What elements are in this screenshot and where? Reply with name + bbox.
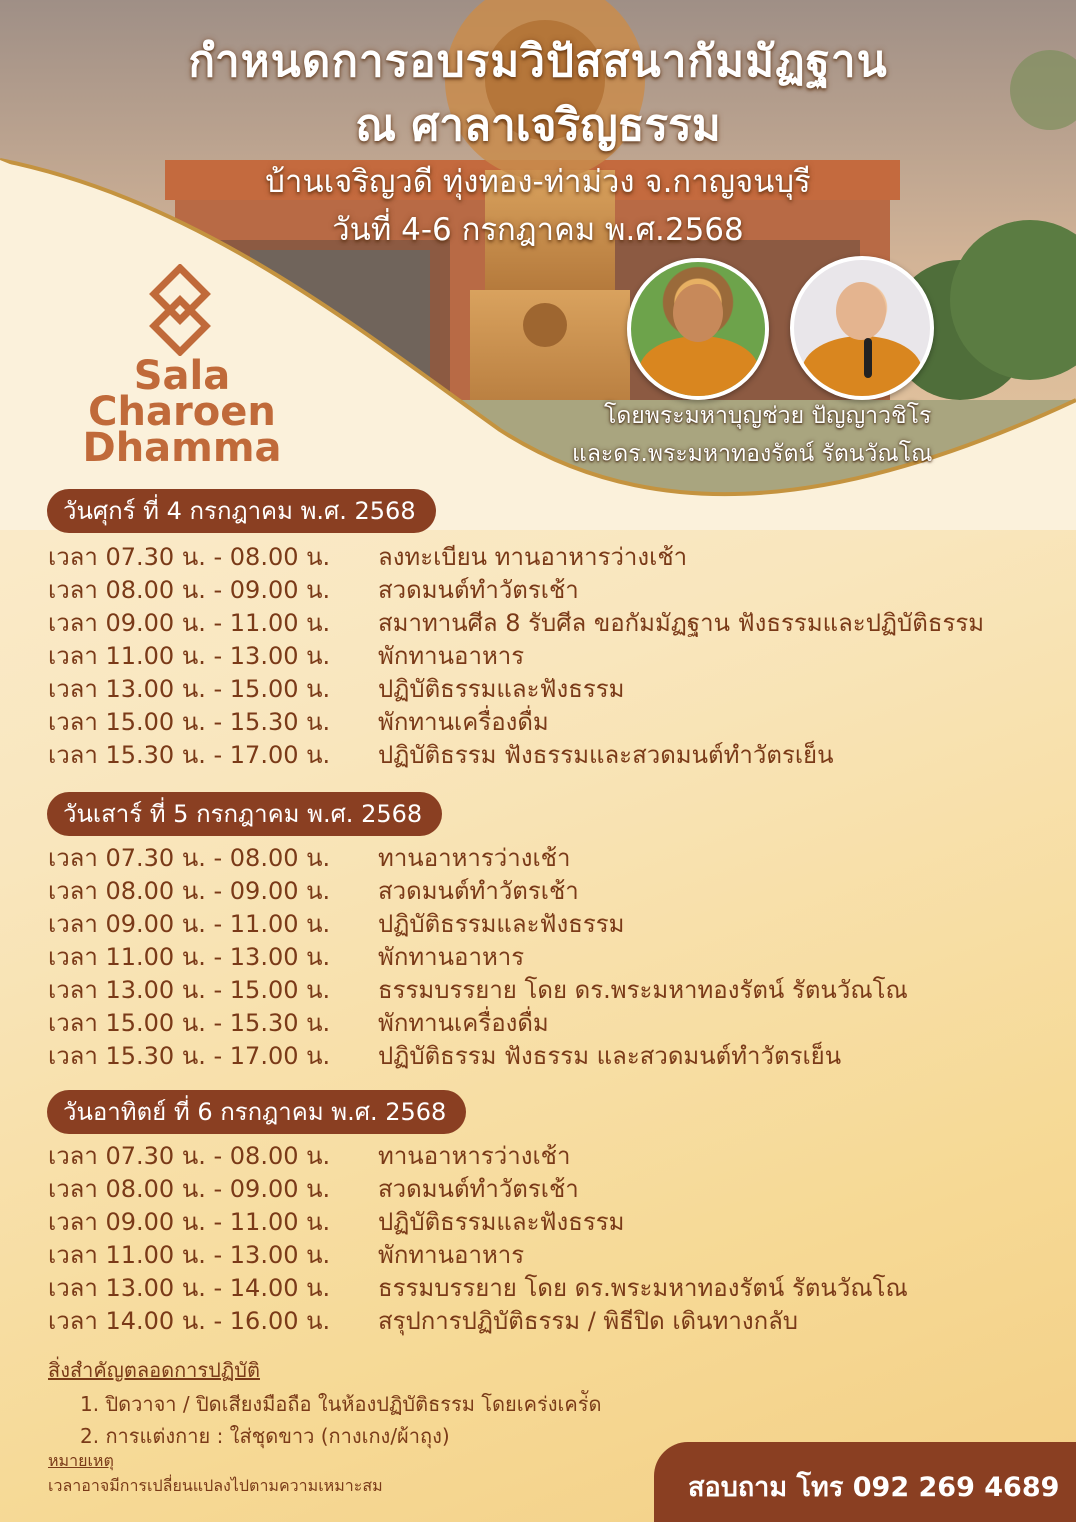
row-time: เวลา 11.00 น. - 13.00 น. — [48, 642, 331, 670]
remark-title: หมายเหตุ — [48, 1451, 114, 1470]
row-activity: สวดมนต์ทำวัตรเช้า — [378, 877, 579, 905]
row-time: เวลา 08.00 น. - 09.00 น. — [48, 576, 331, 604]
row-time: เวลา 15.30 น. - 17.00 น. — [48, 1042, 331, 1070]
row-activity: สมาทานศีล 8 รับศีล ขอกัมมัฏฐาน ฟังธรรมและปฏิบัติธรรม — [378, 609, 985, 637]
row-time: เวลา 13.00 น. - 14.00 น. — [48, 1274, 331, 1302]
note-item-1: 1. ปิดวาจา / ปิดเสียงมือถือ ในห้องปฏิบัติธรรม โดยเคร่งเคร่ัด — [80, 1392, 602, 1416]
schedule-row — [48, 1305, 798, 1338]
row-time: เวลา 09.00 น. - 11.00 น. — [48, 910, 331, 938]
row-activity: ลงทะเบียน ทานอาหารว่างเช้า — [378, 543, 688, 571]
schedule-row — [48, 1173, 579, 1206]
schedule-row — [48, 673, 624, 706]
row-activity: ทานอาหารว่างเช้า — [378, 1142, 571, 1170]
logo-knot-icon — [148, 264, 212, 356]
row-activity: ปฏิบัติธรรม ฟังธรรมและสวดมนต์ทำวัตรเย็น — [378, 741, 834, 769]
row-time: เวลา 08.00 น. - 09.00 น. — [48, 1175, 331, 1203]
schedule-row — [48, 640, 524, 673]
teacher-photo-1 — [627, 258, 769, 400]
schedule-row — [48, 908, 624, 941]
row-time: เวลา 11.00 น. - 13.00 น. — [48, 943, 331, 971]
contact-phone: สอบถาม โทร 092 269 4689 — [688, 1472, 1060, 1503]
row-time: เวลา 07.30 น. - 08.00 น. — [48, 1142, 331, 1170]
row-activity: สวดมนต์ทำวัตรเช้า — [378, 1175, 579, 1203]
row-activity: พักทานอาหาร — [378, 642, 525, 670]
row-activity: ปฏิบัติธรรม ฟังธรรม และสวดมนต์ทำวัตรเย็น — [378, 1042, 842, 1070]
row-time: เวลา 11.00 น. - 13.00 น. — [48, 1241, 331, 1269]
row-activity: ปฏิบัติธรรมและฟังธรรม — [378, 910, 625, 938]
row-time: เวลา 15.00 น. - 15.30 น. — [48, 1009, 331, 1037]
row-time: เวลา 09.00 น. - 11.00 น. — [48, 609, 331, 637]
schedule-row — [48, 1007, 549, 1040]
schedule-row — [48, 706, 549, 739]
row-time: เวลา 09.00 น. - 11.00 น. — [48, 1208, 331, 1236]
note-item-2: 2. การแต่งกาย : ใส่ชุดขาว (กางเกง/ผ้าถุง) — [80, 1424, 450, 1448]
row-time: เวลา 15.30 น. - 17.00 น. — [48, 741, 331, 769]
schedule-row — [48, 541, 687, 574]
dates-text: วันที่ 4-6 กรกฎาคม พ.ศ.2568 — [332, 212, 744, 248]
schedule-row — [48, 1040, 841, 1073]
row-activity: สวดมนต์ทำวัตรเช้า — [378, 576, 579, 604]
row-activity: พักทานอาหาร — [378, 943, 525, 971]
schedule-row — [48, 875, 579, 908]
day-header-3: วันอาทิตย์ ที่ 6 กรกฎาคม พ.ศ. 2568 — [47, 1090, 466, 1134]
logo-text — [82, 353, 282, 471]
schedule-row — [48, 1206, 624, 1239]
schedule-row — [48, 607, 984, 640]
schedule-row — [48, 1140, 570, 1173]
row-activity: พักทานอาหาร — [378, 1241, 525, 1269]
schedule-row — [48, 739, 834, 772]
schedule-row — [48, 842, 570, 875]
logo-line1: Sala — [133, 353, 231, 399]
row-activity: สรุปการปฏิบัติธรรม / พิธีปิด เดินทางกลับ — [378, 1307, 799, 1335]
logo-line2: Charoen — [88, 389, 276, 435]
row-activity: พักทานเครื่องดื่ม — [378, 1009, 549, 1037]
row-activity: ทานอาหารว่างเช้า — [378, 844, 571, 872]
title-line1: กำหนดการอบรมวิปัสสนากัมมัฏฐาน — [188, 36, 888, 87]
row-time: เวลา 15.00 น. - 15.30 น. — [48, 708, 331, 736]
row-time: เวลา 13.00 น. - 15.00 น. — [48, 976, 331, 1004]
schedule-row — [48, 574, 579, 607]
schedule-row — [48, 941, 524, 974]
logo-line3: Dhamma — [82, 425, 282, 471]
schedule-row — [48, 1239, 524, 1272]
row-time: เวลา 07.30 น. - 08.00 น. — [48, 543, 331, 571]
location-text: บ้านเจริญวดี ทุ่งทอง-ท่าม่วง จ.กาญจนบุรี — [265, 164, 811, 200]
row-time: เวลา 08.00 น. - 09.00 น. — [48, 877, 331, 905]
title-line2: ณ ศาลาเจริญธรรม — [355, 100, 721, 151]
row-activity: ปฏิบัติธรรมและฟังธรรม — [378, 1208, 625, 1236]
row-activity: พักทานเครื่องดื่ม — [378, 708, 549, 736]
row-activity: ธรรมบรรยาย โดย ดร.พระมหาทองรัตน์ รัตนวัณโณ — [378, 976, 908, 1004]
row-time: เวลา 07.30 น. - 08.00 น. — [48, 844, 331, 872]
row-activity: ธรรมบรรยาย โดย ดร.พระมหาทองรัตน์ รัตนวัณโณ — [378, 1274, 908, 1302]
schedule-row — [48, 1272, 908, 1305]
teacher-line1: โดยพระมหาบุญช่วย ปัญญาวชิโร — [604, 403, 932, 429]
row-time: เวลา 13.00 น. - 15.00 น. — [48, 675, 331, 703]
row-time: เวลา 14.00 น. - 16.00 น. — [48, 1307, 331, 1335]
schedule-row — [48, 974, 908, 1007]
notes-title: สิ่งสำคัญตลอดการปฏิบัติ — [48, 1358, 260, 1382]
row-activity: ปฏิบัติธรรมและฟังธรรม — [378, 675, 625, 703]
day-header-1: วันศุกร์ ที่ 4 กรกฎาคม พ.ศ. 2568 — [47, 489, 436, 533]
remark-text: เวลาอาจมีการเปลี่ยนแปลงไปตามความเหมาะสม — [48, 1476, 383, 1495]
teacher-line2: และดร.พระมหาทองรัตน์ รัตนวัณโณ — [572, 441, 933, 467]
teacher-photo-2 — [790, 256, 934, 400]
day-header-2: วันเสาร์ ที่ 5 กรกฎาคม พ.ศ. 2568 — [47, 792, 442, 836]
